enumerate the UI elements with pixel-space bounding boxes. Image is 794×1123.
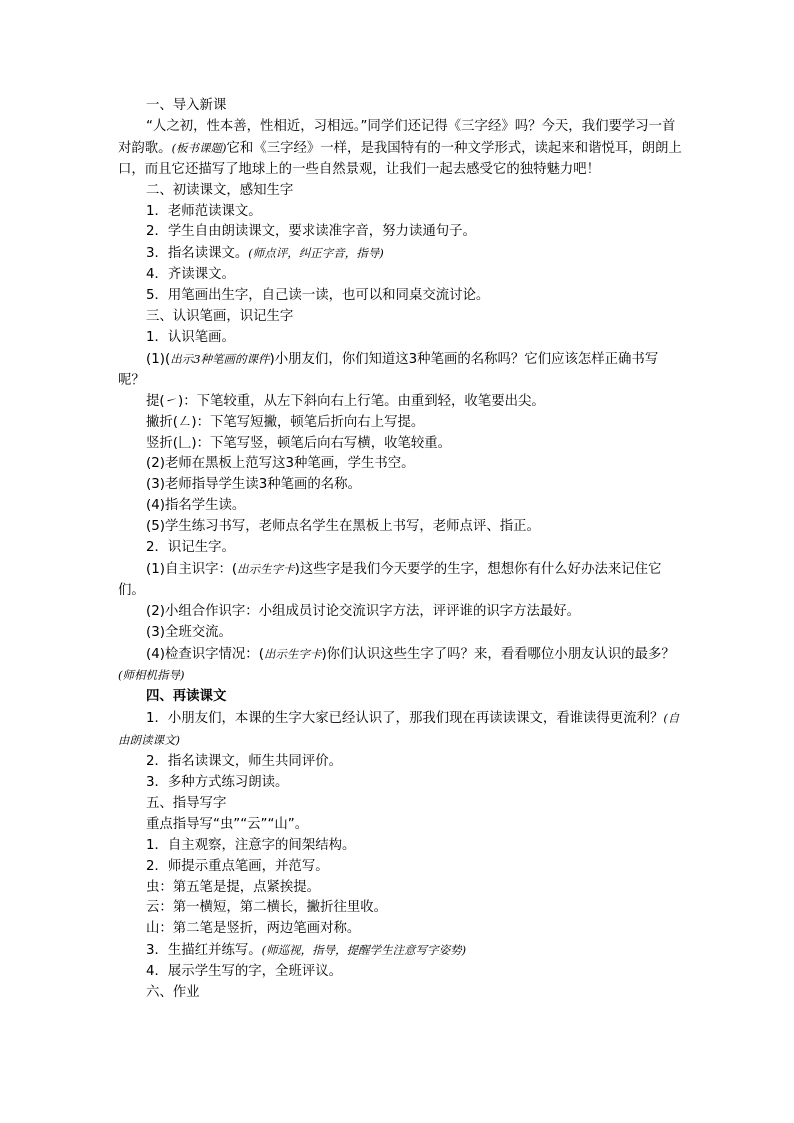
- stroke-description: 提(㇀)：下笔较重，从左下斜向右上行笔。由重到轻，收笔要出尖。: [146, 393, 545, 409]
- list-item-text: 3．生描红并练写。: [146, 943, 262, 959]
- section-heading-strokes: 三、认识笔画，识记生字: [146, 309, 294, 325]
- teacher-note: (师巡视，指导，提醒学生注意写字姿势): [261, 943, 467, 958]
- list-item: (3)全班交流。: [146, 624, 232, 640]
- list-item-text: )你们认识这些生字了吗？来，看看哪位小朋友认识的最多？: [321, 646, 675, 662]
- intro-paragraph: [118, 117, 682, 181]
- teacher-note: (自由朗读课文): [118, 711, 680, 748]
- stroke-description: 撇折(㇜)：下笔写短撇，顿笔后折向右上写提。: [146, 414, 425, 430]
- section-heading-reread: 四、再读课文: [146, 689, 227, 705]
- list-item: 4．展示学生写的字，全班评议。: [146, 964, 342, 980]
- intro-text-a: “人之初，性本善，性相近，习相远。”同学们还记得《三字经》吗？今天，我们要学习一首对韵歌。: [118, 118, 676, 156]
- list-item: 2．师提示重点笔画，并范写。: [146, 858, 329, 874]
- teacher-note: (师相机指导): [118, 668, 185, 683]
- teacher-note: (板书课题): [171, 140, 227, 155]
- character-tip: 山：第二笔是竖折，两边笔画对称。: [146, 921, 361, 937]
- teacher-note: 出示生字卡: [263, 646, 322, 661]
- stroke-description: 竖折(𠃊)：下笔写竖，顿笔后向右写横，收笔较重。: [146, 435, 452, 451]
- list-item: (5)学生练习书写，老师点名学生在黑板上书写，老师点评、指正。: [146, 519, 540, 535]
- sub-heading: 1．认识笔画。: [146, 329, 235, 345]
- list-item: 4．齐读课文。: [146, 267, 235, 283]
- character-tip: 云：第一横短，第二横长，撇折往里收。: [146, 900, 388, 916]
- section-heading-intro: 一、导入新课: [146, 98, 227, 113]
- lesson-plan-document: [118, 96, 682, 1004]
- section-heading-first-read: 二、初读课文，感知生字: [146, 182, 294, 198]
- teacher-note: 出示3种笔画的课件: [170, 351, 270, 366]
- list-item: [118, 243, 682, 265]
- list-item: 1．老师范读课文。: [146, 203, 262, 219]
- list-item: [118, 708, 682, 752]
- list-item: [118, 644, 682, 688]
- list-item-text: )小朋友们，你们知道这3种笔画的名称吗？它们应该怎样正确书写呢？: [118, 351, 659, 388]
- list-item: (3)老师指导学生读3种笔画的名称。: [146, 477, 361, 493]
- section-heading-homework: 六、作业: [146, 985, 200, 1001]
- list-item: 5．用笔画出生字，自己读一读，也可以和同桌交流讨论。: [146, 288, 490, 304]
- list-item-text: 3．指名读课文。: [146, 246, 249, 262]
- character-tip: 虫：第五笔是提，点紧挨提。: [146, 879, 321, 895]
- list-item: 1．自主观察，注意字的间架结构。: [146, 837, 356, 853]
- list-item: [118, 349, 682, 392]
- list-item: (2)小组合作识字：小组成员讨论交流识字方法，评评谁的识字方法最好。: [146, 603, 581, 619]
- sub-heading: 2．识记生字。: [146, 540, 235, 556]
- intro-text-b: 它和《三字经》一样，是我国特有的一种文学形式，读起来和谐悦耳，朗朗上口，而且它还描写了地球上的一些自然景观，让我们一起去感受它的独特魅力吧！: [118, 140, 682, 177]
- list-item-text: (4)检查识字情况：(: [146, 646, 264, 662]
- list-item-text: (1)自主识字：(: [146, 561, 238, 577]
- list-item: [118, 559, 682, 602]
- list-item: (2)老师在黑板上范写这3种笔画，学生书空。: [146, 456, 415, 472]
- list-item: 3．多种方式练习朗读。: [146, 775, 289, 790]
- writing-intro: 重点指导写“虫”“云”“山”。: [146, 816, 309, 832]
- list-item: 2．学生自由朗读课文，要求读准字音，努力读通句子。: [146, 224, 476, 240]
- list-item: (4)指名学生读。: [146, 498, 246, 514]
- list-item: [118, 940, 682, 962]
- list-item-text: (1)(: [146, 351, 171, 367]
- list-item-text: 1．小朋友们，本课的生字大家已经认识了，那我们现在再读读课文，看谁读得更流利？: [146, 711, 664, 727]
- list-item-text: )这些字是我们今天要学的生字，想想你有什么好办法来记住它们。: [118, 561, 662, 598]
- teacher-note: 出示生字卡: [237, 561, 295, 576]
- section-heading-writing: 五、指导写字: [146, 795, 227, 811]
- list-item: 2．指名读课文，师生共同评价。: [146, 754, 342, 770]
- teacher-note: (师点评，纠正字音，指导): [248, 246, 384, 261]
